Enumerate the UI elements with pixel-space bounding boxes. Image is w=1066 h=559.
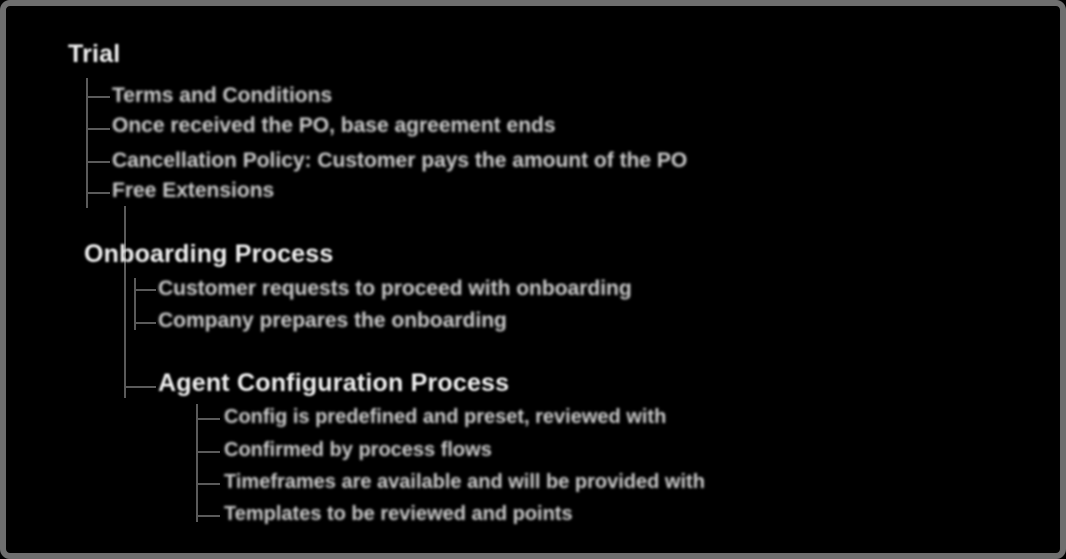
node-leaf-onboarding-prepare: Company prepares the onboarding [158, 309, 507, 332]
connector-trial-2 [86, 128, 110, 130]
connector-agents [124, 386, 156, 388]
node-heading-agent-config: Agent Configuration Process [158, 369, 510, 397]
connector-onboarding-1 [134, 289, 156, 291]
connector-trial-3 [86, 161, 110, 163]
connector-onboarding-2 [134, 322, 156, 324]
connector-trunk-main [124, 206, 126, 398]
node-leaf-agents-config: Config is predefined and preset, reviewed with [224, 406, 667, 428]
node-leaf-agents-timeframes: Timeframes are available and will be provided with [224, 471, 705, 493]
diagram-inner [6, 6, 1060, 553]
node-heading-onboarding: Onboarding Process [84, 240, 334, 268]
connector-trial-4 [86, 192, 110, 194]
connector-trial-1 [86, 96, 110, 98]
node-leaf-trial-extensions: Free Extensions [112, 179, 275, 202]
connector-agents-3 [196, 483, 220, 485]
node-heading-trial: Trial [68, 40, 121, 68]
node-leaf-agents-flows: Confirmed by process flows [224, 439, 492, 461]
node-leaf-agents-templates: Templates to be reviewed and points [224, 503, 573, 525]
connector-agents-4 [196, 515, 220, 517]
connector-agents-spine [196, 404, 198, 522]
node-leaf-trial-terms: Terms and Conditions [112, 84, 333, 107]
node-leaf-onboarding-request: Customer requests to proceed with onboarding [158, 277, 632, 300]
node-leaf-trial-po: Once received the PO, base agreement ends [112, 114, 556, 137]
connector-agents-2 [196, 451, 220, 453]
node-leaf-trial-cancellation: Cancellation Policy: Customer pays the amount of the PO [112, 149, 688, 172]
connector-agents-1 [196, 418, 220, 420]
